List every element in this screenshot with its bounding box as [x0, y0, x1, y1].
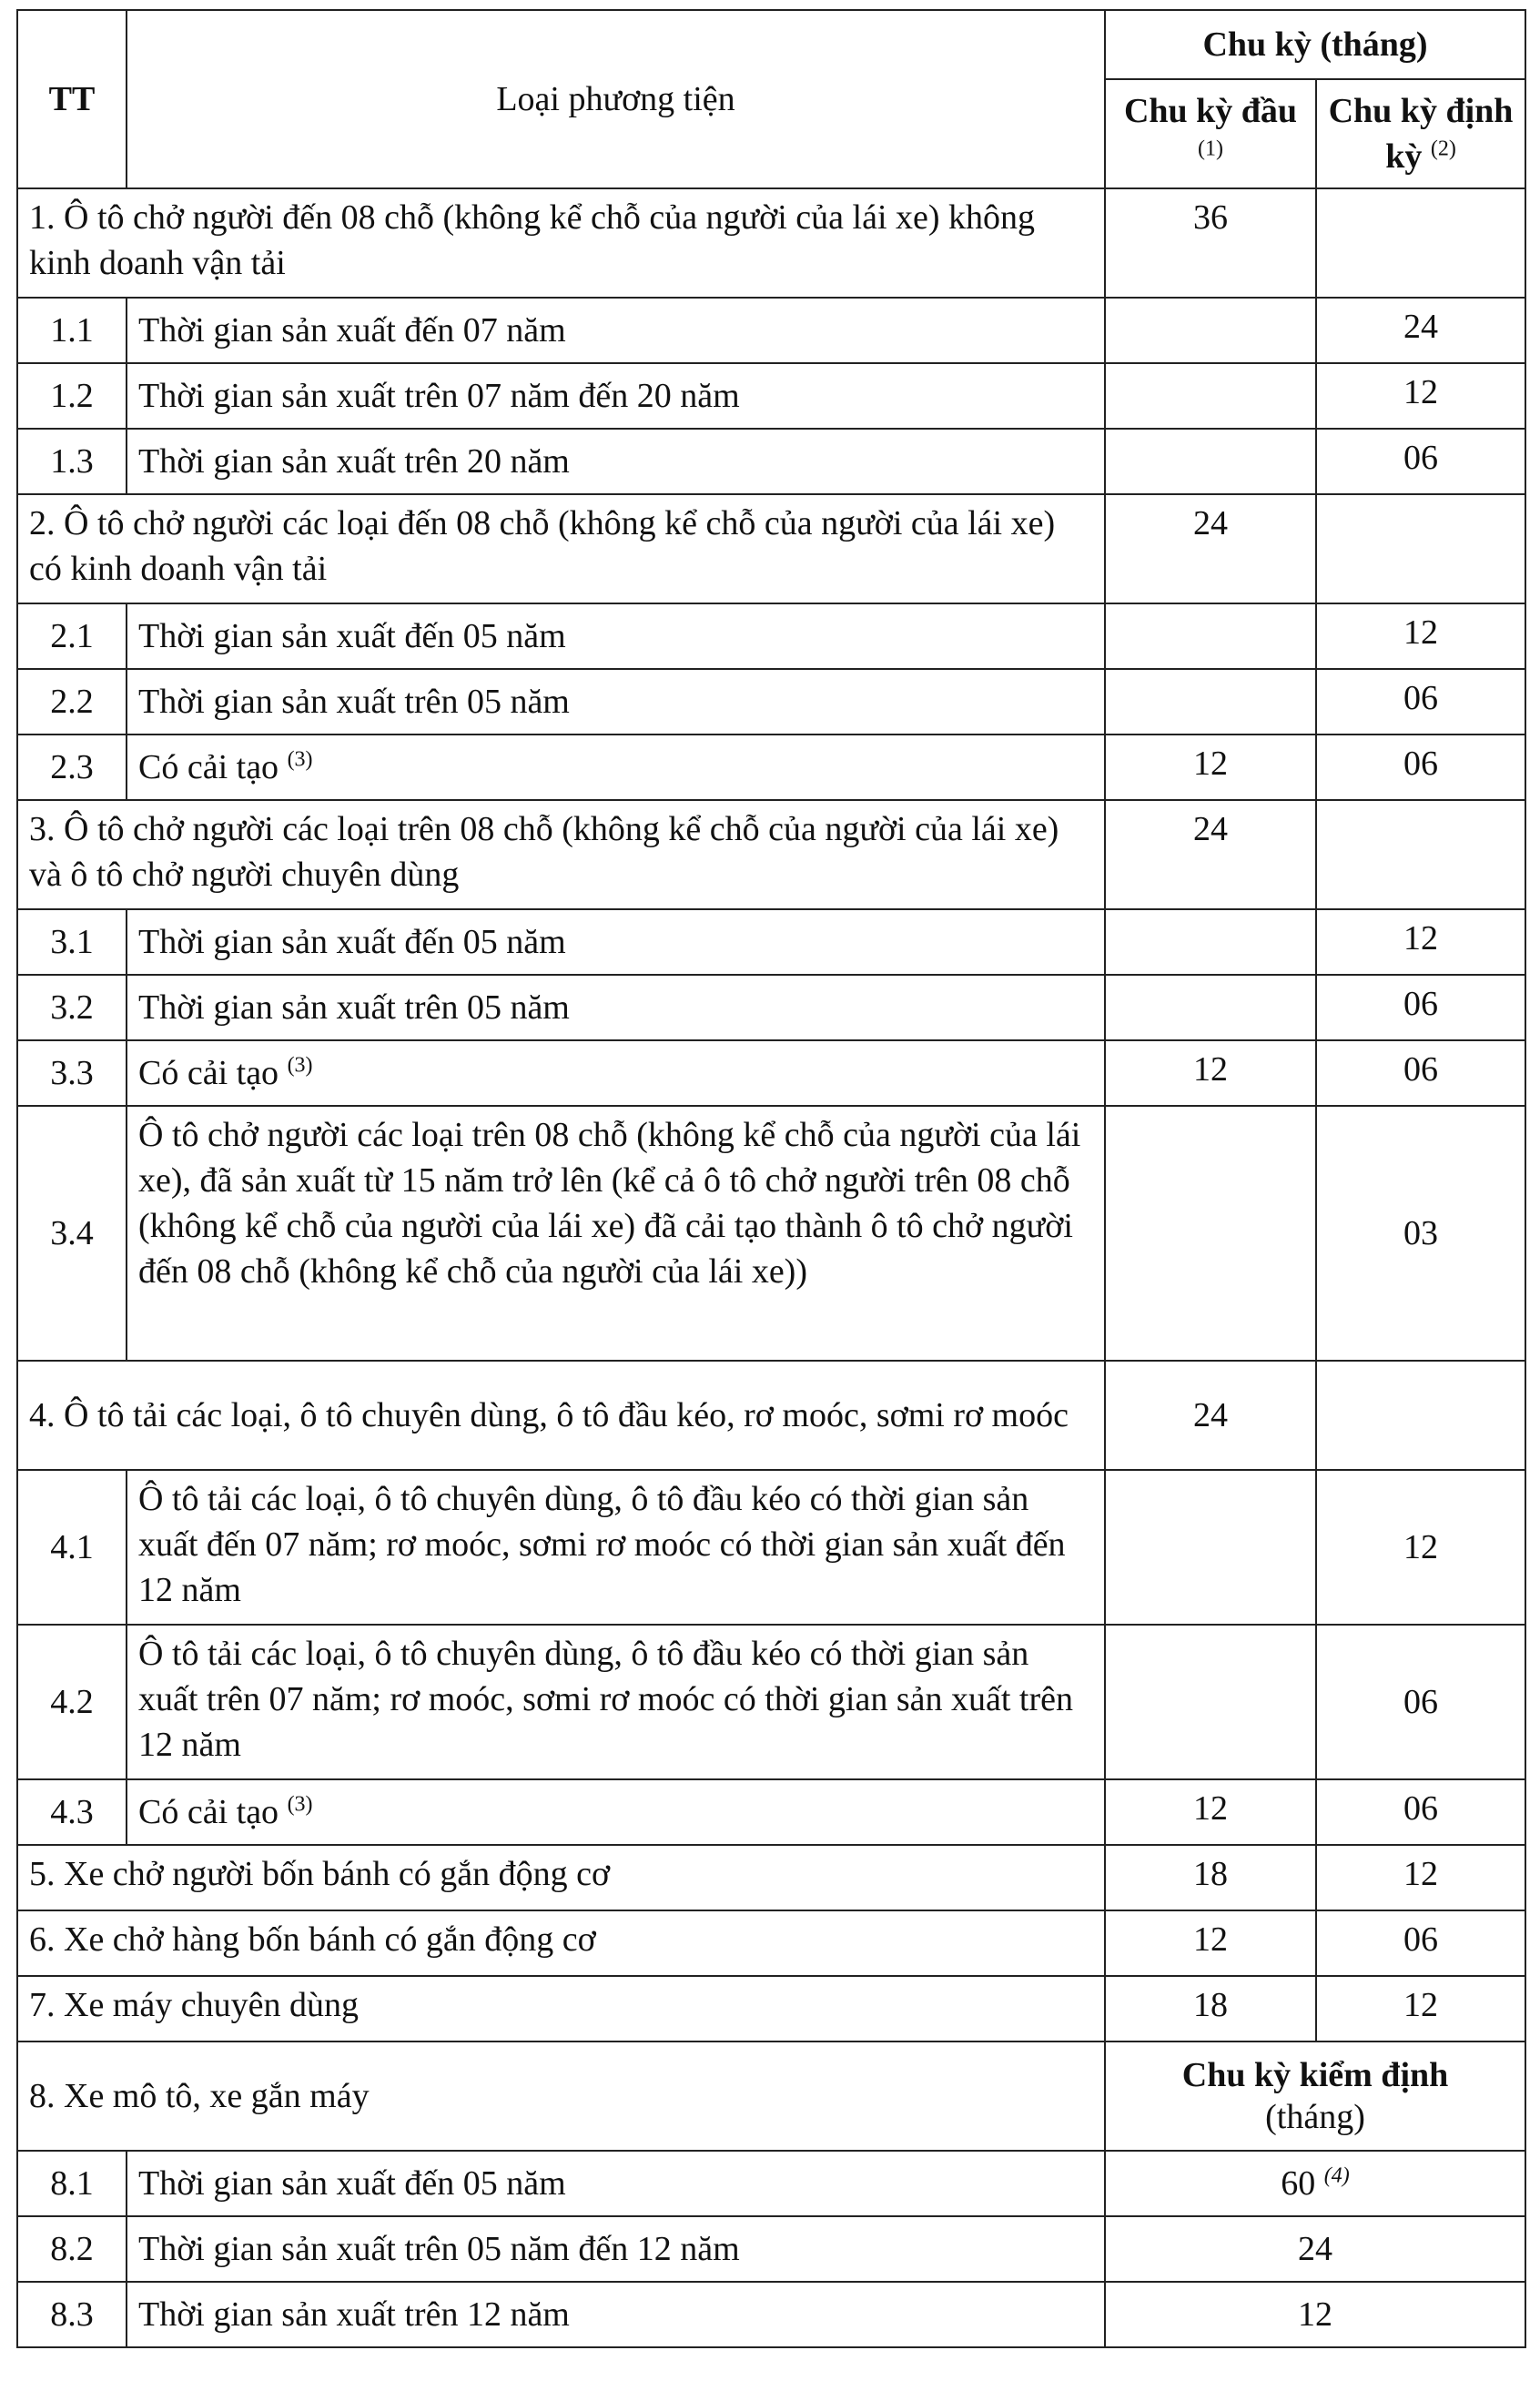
moto-group-label: 8. Xe mô tô, xe gắn máy: [17, 2041, 1105, 2151]
periodic-cycle-value: 06: [1316, 1040, 1525, 1106]
table-group-row: [17, 188, 1525, 298]
row-tt: 3.2: [17, 975, 127, 1040]
table-group-row: [17, 494, 1525, 603]
first-cycle-value: 36: [1105, 188, 1316, 298]
table-row: [17, 1625, 1525, 1779]
table-row: [17, 603, 1525, 669]
group-label: 1. Ô tô chở người đến 08 chỗ (không kể chỗ của người của lái xe) không kinh doanh vận tải: [17, 188, 1105, 298]
group-label: 7. Xe máy chuyên dùng: [17, 1976, 1105, 2041]
periodic-cycle-value: 06: [1316, 429, 1525, 494]
first-cycle-value: [1105, 1106, 1316, 1361]
row-tt: 8.2: [17, 2216, 127, 2282]
footnote-ref: (3): [287, 1053, 313, 1078]
row-label: Ô tô tải các loại, ô tô chuyên dùng, ô tô đầu kéo có thời gian sản xuất đến 07 năm; rơ moóc, sơmi rơ moóc có thời gian sản xuất đến 12 năm: [127, 1470, 1105, 1625]
table-row: [17, 975, 1525, 1040]
first-cycle-value: [1105, 1470, 1316, 1625]
row-label: Thời gian sản xuất trên 05 năm đến 12 năm: [127, 2216, 1105, 2282]
row-label: Thời gian sản xuất đến 05 năm: [127, 2151, 1105, 2216]
first-cycle-value: [1105, 363, 1316, 429]
row-tt: 8.1: [17, 2151, 127, 2216]
first-cycle-value: 12: [1105, 1910, 1316, 1976]
periodic-cycle-value: 06: [1316, 1779, 1525, 1845]
periodic-cycle-value: 12: [1316, 603, 1525, 669]
first-cycle-value: 24: [1105, 494, 1316, 603]
first-cycle-value: 12: [1105, 1040, 1316, 1106]
table-row: [17, 1040, 1525, 1106]
table-row: [17, 363, 1525, 429]
row-tt: 4.1: [17, 1470, 127, 1625]
row-tt: 2.2: [17, 669, 127, 735]
moto-group-row: [17, 2041, 1525, 2151]
first-cycle-value: [1105, 603, 1316, 669]
group-label: 6. Xe chở hàng bốn bánh có gắn động cơ: [17, 1910, 1105, 1976]
periodic-cycle-value: [1316, 188, 1525, 298]
row-tt: 2.3: [17, 735, 127, 800]
periodic-cycle-value: 12: [1316, 1845, 1525, 1910]
periodic-cycle-value: 06: [1316, 735, 1525, 800]
group-label: 2. Ô tô chở người các loại đến 08 chỗ (không kể chỗ của người của lái xe) có kinh doanh vận tải: [17, 494, 1105, 603]
first-cycle-value: [1105, 429, 1316, 494]
periodic-cycle-value: 06: [1316, 1625, 1525, 1779]
header-tt: TT: [17, 10, 127, 188]
inspection-cycle-table: [16, 9, 1526, 2348]
row-label: Ô tô chở người các loại trên 08 chỗ (không kể chỗ của người của lái xe), đã sản xuất từ 15 năm trở lên (kể cả ô tô chở người trên 08 chỗ (không kể chỗ của người của lái xe) đã cải tạo thành ô tô chở người đến 08 chỗ (không kể chỗ của người của lái xe)): [127, 1106, 1105, 1361]
first-cycle-value: 12: [1105, 735, 1316, 800]
table-row: [17, 735, 1525, 800]
table-row: [17, 298, 1525, 363]
row-label: Thời gian sản xuất đến 05 năm: [127, 603, 1105, 669]
row-label: Thời gian sản xuất trên 05 năm: [127, 975, 1105, 1040]
row-tt: 2.1: [17, 603, 127, 669]
table-row: [17, 669, 1525, 735]
row-label: Ô tô tải các loại, ô tô chuyên dùng, ô tô đầu kéo có thời gian sản xuất trên 07 năm; rơ moóc, sơmi rơ moóc có thời gian sản xuất trên 12 năm: [127, 1625, 1105, 1779]
group-label: 4. Ô tô tải các loại, ô tô chuyên dùng, ô tô đầu kéo, rơ moóc, sơmi rơ moóc: [17, 1361, 1105, 1470]
first-cycle-value: [1105, 1625, 1316, 1779]
table-group-row: [17, 1910, 1525, 1976]
first-cycle-value: [1105, 909, 1316, 975]
table-row: [17, 2216, 1525, 2282]
row-label: Thời gian sản xuất trên 05 năm: [127, 669, 1105, 735]
group-label: 3. Ô tô chở người các loại trên 08 chỗ (không kể chỗ của người của lái xe) và ô tô chở người chuyên dùng: [17, 800, 1105, 909]
periodic-cycle-value: 12: [1316, 363, 1525, 429]
periodic-cycle-value: [1316, 1361, 1525, 1470]
table-group-row: [17, 1361, 1525, 1470]
periodic-cycle-value: 12: [1316, 1470, 1525, 1625]
row-label: Có cải tạo $^{(3)}$: [127, 1779, 1105, 1845]
table-row: [17, 909, 1525, 975]
footnote-ref: (4): [1323, 2163, 1350, 2188]
moto-cycle-title: Chu kỳ kiểm định: [1181, 2056, 1449, 2094]
periodic-cycle-value: 24: [1316, 298, 1525, 363]
first-cycle-value: [1105, 298, 1316, 363]
first-cycle-value: [1105, 669, 1316, 735]
moto-cycle-value: 12: [1105, 2282, 1525, 2347]
header-first-cycle: Chu kỳ đầu $^{(1)}$: [1105, 79, 1316, 188]
periodic-cycle-value: 03: [1316, 1106, 1525, 1361]
moto-cycle-header: [1105, 2041, 1525, 2151]
header-vehicle-type: Loại phương tiện: [127, 10, 1105, 188]
moto-cycle-value: 60 $^{(4)}$: [1105, 2151, 1525, 2216]
row-tt: 1.1: [17, 298, 127, 363]
footnote-ref: (3): [287, 1792, 313, 1817]
periodic-cycle-value: 06: [1316, 669, 1525, 735]
first-cycle-value: [1105, 975, 1316, 1040]
first-cycle-value: 18: [1105, 1845, 1316, 1910]
first-cycle-value: 24: [1105, 800, 1316, 909]
periodic-cycle-value: [1316, 800, 1525, 909]
row-tt: 4.3: [17, 1779, 127, 1845]
row-label: Thời gian sản xuất đến 07 năm: [127, 298, 1105, 363]
periodic-cycle-value: 12: [1316, 909, 1525, 975]
first-cycle-value: 24: [1105, 1361, 1316, 1470]
moto-cycle-value: 24: [1105, 2216, 1525, 2282]
moto-cycle-unit: (tháng): [1265, 2098, 1365, 2136]
periodic-cycle-value: [1316, 494, 1525, 603]
first-cycle-value: 12: [1105, 1779, 1316, 1845]
table-body: [17, 188, 1525, 2347]
header-periodic-cycle: Chu kỳ định kỳ $^{(2)}$: [1316, 79, 1525, 188]
row-label: Có cải tạo $^{(3)}$: [127, 1040, 1105, 1106]
row-label: Có cải tạo $^{(3)}$: [127, 735, 1105, 800]
table-row: [17, 1106, 1525, 1361]
table-row: [17, 429, 1525, 494]
row-tt: 1.3: [17, 429, 127, 494]
table-row: [17, 1470, 1525, 1625]
row-tt: 1.2: [17, 363, 127, 429]
table-row: [17, 2282, 1525, 2347]
row-label: Thời gian sản xuất trên 20 năm: [127, 429, 1105, 494]
first-cycle-value: 18: [1105, 1976, 1316, 2041]
table-group-row: [17, 800, 1525, 909]
header-cycle-months: Chu kỳ (tháng): [1105, 10, 1525, 79]
table-row: [17, 1779, 1525, 1845]
row-tt: 8.3: [17, 2282, 127, 2347]
row-tt: 4.2: [17, 1625, 127, 1779]
row-tt: 3.1: [17, 909, 127, 975]
row-label: Thời gian sản xuất trên 07 năm đến 20 năm: [127, 363, 1105, 429]
row-tt: 3.4: [17, 1106, 127, 1361]
group-label: 5. Xe chở người bốn bánh có gắn động cơ: [17, 1845, 1105, 1910]
row-label: Thời gian sản xuất trên 12 năm: [127, 2282, 1105, 2347]
periodic-cycle-value: 12: [1316, 1976, 1525, 2041]
row-label: Thời gian sản xuất đến 05 năm: [127, 909, 1105, 975]
table-row: [17, 2151, 1525, 2216]
table-group-row: [17, 1845, 1525, 1910]
footnote-ref: (3): [287, 747, 313, 772]
row-tt: 3.3: [17, 1040, 127, 1106]
periodic-cycle-value: 06: [1316, 975, 1525, 1040]
table-group-row: [17, 1976, 1525, 2041]
periodic-cycle-value: 06: [1316, 1910, 1525, 1976]
